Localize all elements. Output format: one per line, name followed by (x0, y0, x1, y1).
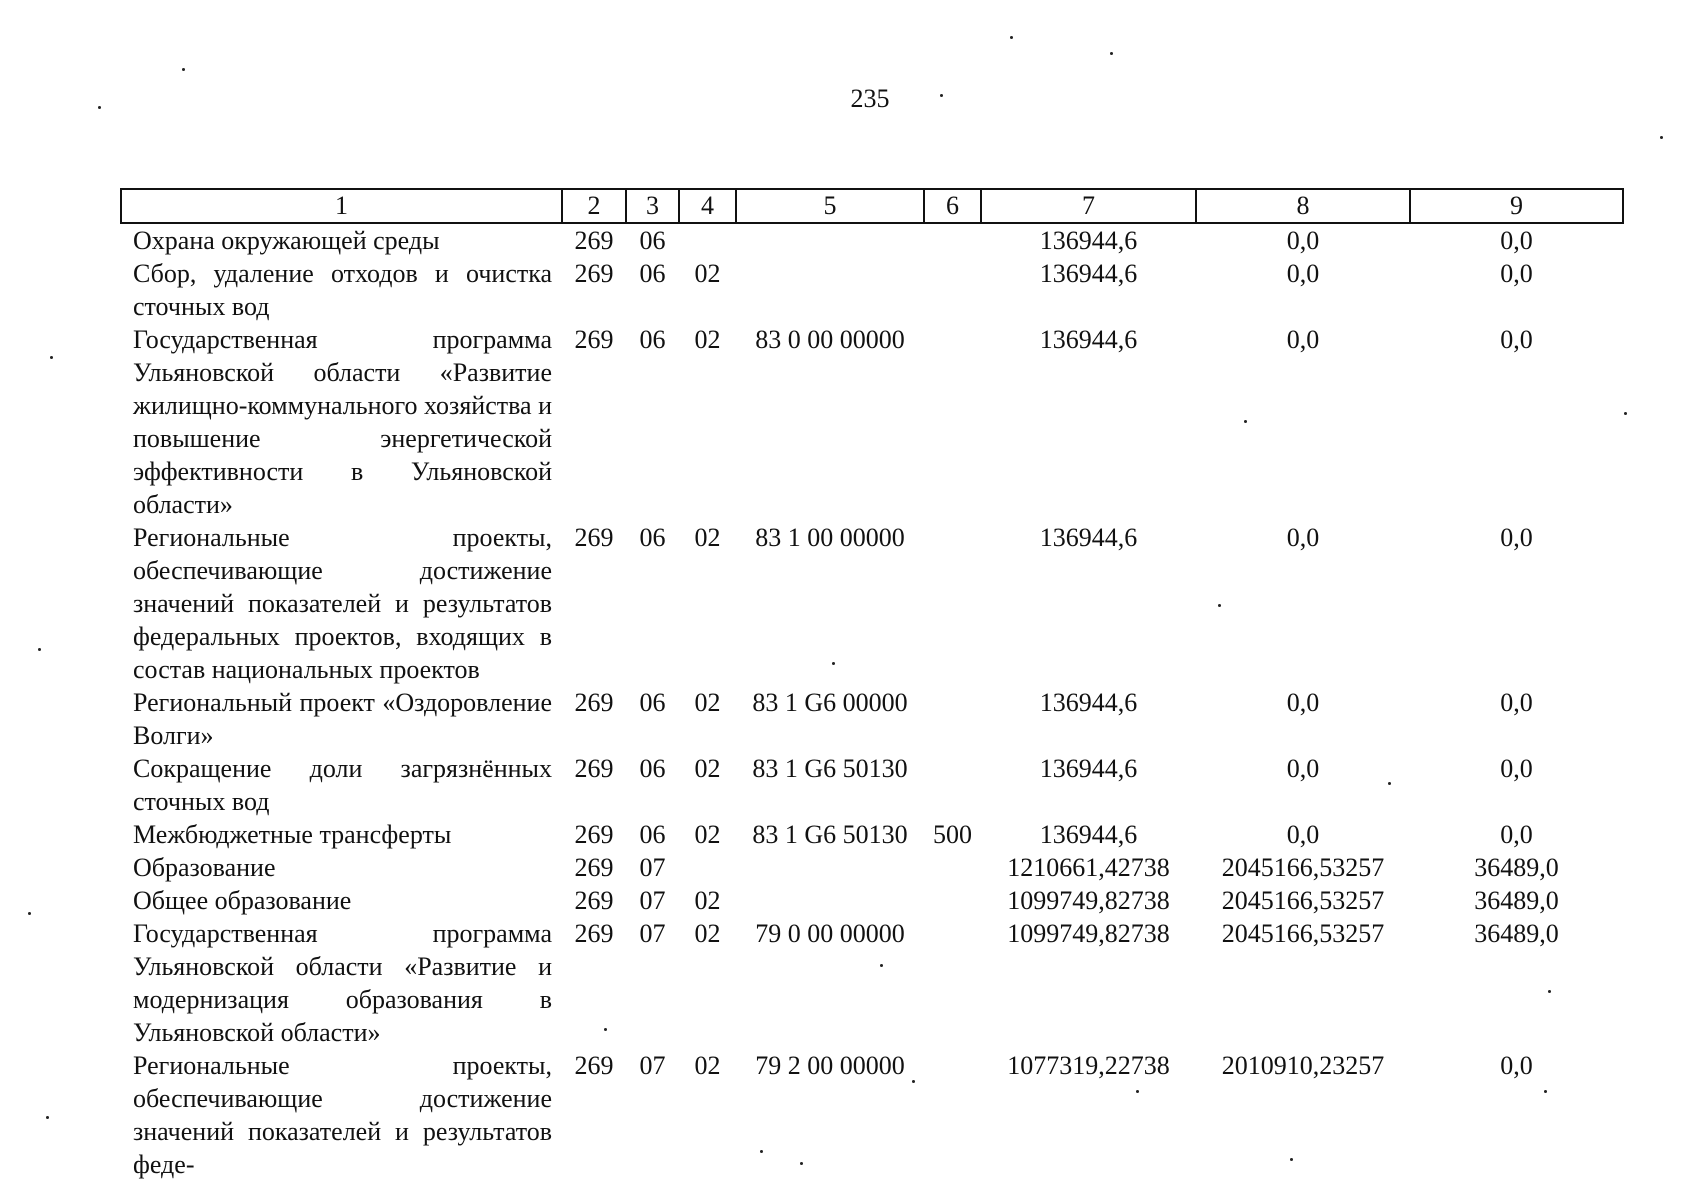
scan-speck (940, 94, 943, 97)
header-cell-2: 2 (562, 189, 626, 223)
scan-speck (38, 648, 41, 651)
row-code-4: 02 (694, 325, 721, 354)
row-expense-type (924, 686, 981, 752)
table-row (121, 917, 1623, 1049)
scan-speck (1388, 782, 1391, 785)
table-row (121, 323, 1623, 521)
row-amount-8: 0,0 (1286, 754, 1320, 783)
row-target-article: 83 0 00 00000 (755, 325, 905, 354)
table-row (121, 851, 1623, 884)
row-amount-9: 0,0 (1500, 226, 1533, 255)
row-amount-9: 36489,0 (1474, 886, 1559, 915)
row-code-3: 06 (639, 523, 666, 552)
row-code-4 (679, 223, 736, 257)
row-code-4 (679, 851, 736, 884)
row-amount-7: 136944,6 (1039, 688, 1138, 717)
row-expense-type (924, 323, 981, 521)
table-row (121, 686, 1623, 752)
row-code-3: 06 (639, 259, 666, 288)
row-amount-9: 0,0 (1500, 259, 1533, 288)
scan-speck (832, 662, 835, 665)
row-name: Региональные проекты, обеспечивающие достижение значений показателей и результатов феде- (133, 1051, 552, 1179)
scan-speck (1290, 1158, 1293, 1161)
table-row (121, 884, 1623, 917)
row-code-4: 02 (694, 259, 721, 288)
row-code-4: 02 (694, 523, 721, 552)
row-amount-8: 2045166,53257 (1221, 853, 1385, 882)
row-amount-7: 1077319,22738 (1007, 1051, 1170, 1080)
row-amount-7: 1099749,82738 (1007, 886, 1170, 915)
row-target-article: 83 1 G6 50130 (752, 754, 908, 783)
header-cell-9: 9 (1410, 189, 1623, 223)
row-amount-9: 0,0 (1500, 1051, 1533, 1080)
header-cell-1: 1 (121, 189, 562, 223)
header-cell-3: 3 (626, 189, 679, 223)
scan-speck (604, 1028, 607, 1031)
row-amount-9: 0,0 (1500, 325, 1533, 354)
row-code-3: 06 (639, 820, 666, 849)
row-amount-8: 0,0 (1286, 325, 1320, 354)
row-code-3: 06 (639, 754, 666, 783)
row-code-2: 269 (574, 259, 614, 288)
scan-speck (912, 1080, 915, 1083)
row-code-4: 02 (694, 754, 721, 783)
row-code-4: 02 (694, 1051, 721, 1080)
row-code-2: 269 (574, 853, 614, 882)
row-expense-type (924, 752, 981, 818)
scan-speck (1544, 1090, 1547, 1093)
row-code-2: 269 (574, 886, 614, 915)
scan-speck (28, 912, 31, 915)
row-amount-8: 0,0 (1286, 226, 1320, 255)
row-amount-8: 0,0 (1286, 820, 1320, 849)
scan-speck (880, 964, 883, 967)
row-amount-7: 136944,6 (1039, 820, 1138, 849)
row-code-3: 06 (639, 226, 666, 255)
row-name: Сокращение доли загрязнённых сточных вод (133, 754, 552, 816)
row-code-4: 02 (694, 688, 721, 717)
scan-speck (1660, 136, 1663, 139)
row-name: Государственная программа Ульяновской области «Развитие и модернизация образования в Ульяновской области» (133, 919, 552, 1047)
row-amount-8: 0,0 (1286, 259, 1320, 288)
row-amount-7: 136944,6 (1039, 754, 1138, 783)
row-target-article: 83 1 G6 00000 (752, 688, 908, 717)
row-amount-8: 2045166,53257 (1221, 919, 1385, 948)
header-cell-8: 8 (1196, 189, 1410, 223)
row-target-article: 83 1 G6 50130 (752, 820, 908, 849)
row-code-2: 269 (574, 919, 614, 948)
scan-speck (98, 106, 101, 109)
row-expense-type (924, 917, 981, 1049)
header-cell-6: 6 (924, 189, 981, 223)
row-amount-7: 136944,6 (1039, 259, 1138, 288)
row-target-article (736, 223, 924, 257)
row-code-2: 269 (574, 754, 614, 783)
scan-speck (1010, 36, 1013, 39)
row-code-4: 02 (694, 886, 721, 915)
row-expense-type (924, 884, 981, 917)
row-expense-type (924, 223, 981, 257)
row-code-4: 02 (694, 820, 721, 849)
row-code-2: 269 (574, 523, 614, 552)
row-name: Сбор, удаление отходов и очистка сточных вод (133, 259, 552, 321)
scan-speck (1548, 990, 1551, 993)
header-row (121, 189, 1623, 223)
row-amount-8: 0,0 (1286, 523, 1320, 552)
row-amount-9: 36489,0 (1474, 853, 1559, 882)
row-target-article: 83 1 00 00000 (755, 523, 905, 552)
row-expense-type (924, 257, 981, 323)
row-amount-9: 0,0 (1500, 820, 1533, 849)
row-code-2: 269 (574, 820, 614, 849)
row-target-article (736, 257, 924, 323)
scan-speck (1244, 420, 1247, 423)
scan-speck (46, 1116, 49, 1119)
scan-speck (1110, 52, 1113, 55)
row-code-2: 269 (574, 688, 614, 717)
row-expense-type (924, 851, 981, 884)
table-row (121, 521, 1623, 686)
row-code-3: 07 (639, 919, 666, 948)
row-target-article (736, 884, 924, 917)
row-amount-9: 36489,0 (1474, 919, 1559, 948)
row-amount-7: 1099749,82738 (1007, 919, 1170, 948)
table-row (121, 1049, 1623, 1181)
row-code-2: 269 (574, 325, 614, 354)
row-amount-9: 0,0 (1500, 688, 1533, 717)
row-name: Региональный проект «Оздоровление Волги» (133, 688, 552, 750)
table-row (121, 818, 1623, 851)
row-name: Образование (133, 853, 276, 882)
table-row (121, 752, 1623, 818)
scan-speck (1136, 1090, 1139, 1093)
row-target-article: 79 2 00 00000 (755, 1051, 905, 1080)
row-code-3: 06 (639, 325, 666, 354)
row-code-3: 06 (639, 688, 666, 717)
row-amount-9: 0,0 (1500, 523, 1533, 552)
row-code-3: 07 (639, 1051, 666, 1080)
row-name: Межбюджетные трансферты (133, 820, 452, 849)
row-amount-7: 136944,6 (1039, 226, 1138, 255)
header-cell-7: 7 (981, 189, 1196, 223)
scan-speck (182, 68, 185, 71)
row-amount-7: 1210661,42738 (1007, 853, 1170, 882)
row-name: Государственная программа Ульяновской области «Развитие жилищно-коммунального хозяйства и повышение энергетической эффективности в Ульяновской области» (133, 325, 552, 519)
scan-speck (800, 1162, 803, 1165)
row-code-2: 269 (574, 1051, 614, 1080)
header-cell-5: 5 (736, 189, 924, 223)
row-amount-8: 0,0 (1286, 688, 1320, 717)
row-name: Общее образование (133, 886, 352, 915)
row-code-2: 269 (574, 226, 614, 255)
budget-table (120, 188, 1624, 1181)
row-target-article: 79 0 00 00000 (755, 919, 905, 948)
scan-speck (1218, 604, 1221, 607)
row-name: Региональные проекты, обеспечивающие достижение значений показателей и результатов федеральных проектов, входящих в состав национальных проектов (133, 523, 552, 684)
row-target-article (736, 851, 924, 884)
page-number: 235 (850, 84, 890, 113)
row-code-4: 02 (694, 919, 721, 948)
scan-speck (1624, 412, 1627, 415)
row-code-3: 07 (639, 886, 666, 915)
table-row (121, 257, 1623, 323)
row-expense-type (924, 521, 981, 686)
scan-speck (760, 1150, 763, 1153)
scan-speck (50, 356, 53, 359)
row-name: Охрана окружающей среды (133, 226, 440, 255)
table-row (121, 223, 1623, 257)
row-expense-type (924, 1049, 981, 1181)
row-amount-9: 0,0 (1500, 754, 1533, 783)
row-amount-8: 2010910,23257 (1221, 1051, 1385, 1080)
row-expense-type: 500 (933, 820, 972, 849)
row-code-3: 07 (639, 853, 666, 882)
row-amount-8: 2045166,53257 (1221, 886, 1385, 915)
header-cell-4: 4 (679, 189, 736, 223)
row-amount-7: 136944,6 (1039, 325, 1138, 354)
row-amount-7: 136944,6 (1039, 523, 1138, 552)
